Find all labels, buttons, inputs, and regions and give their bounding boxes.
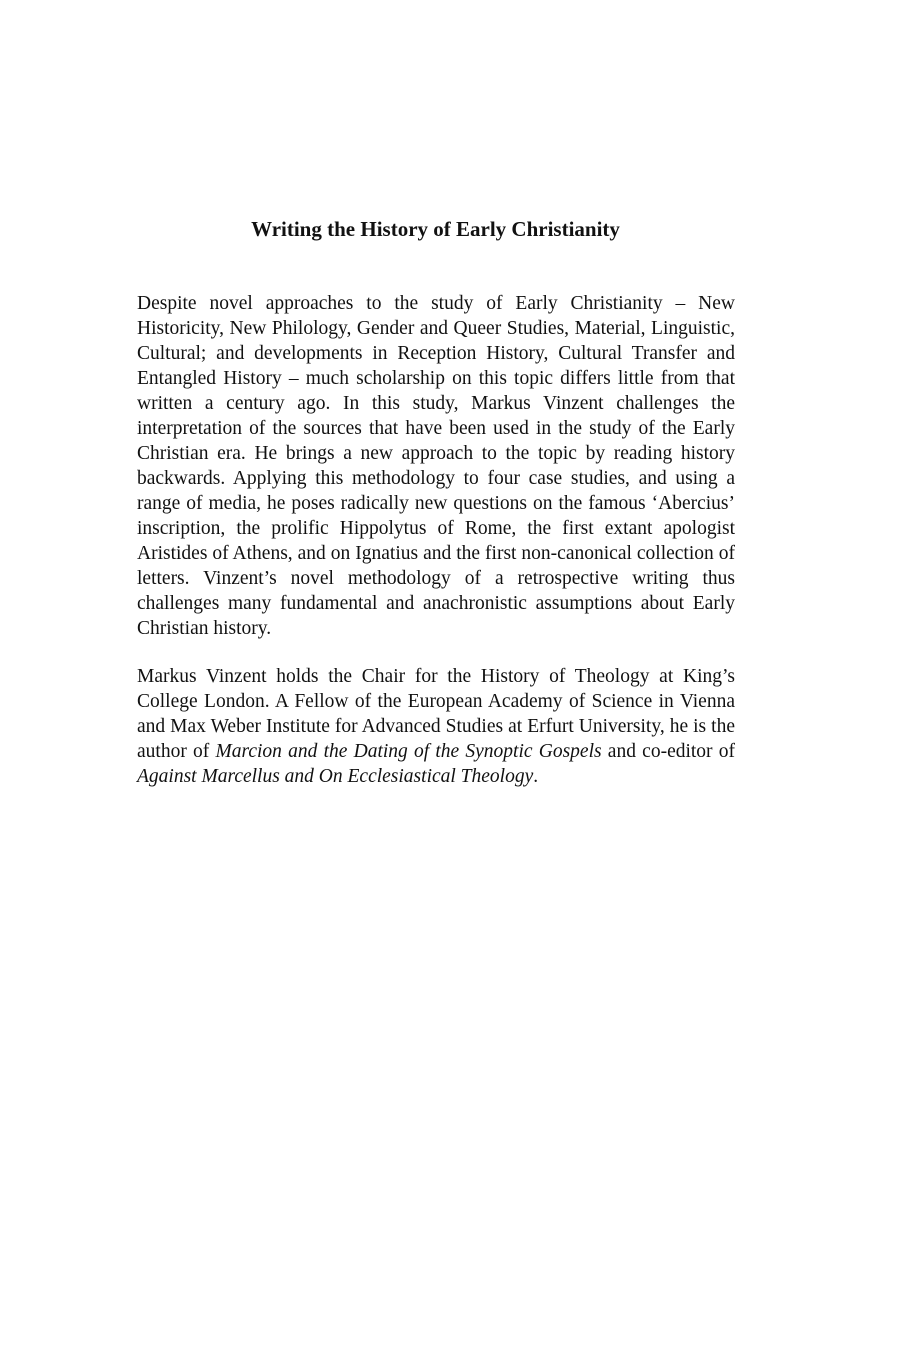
book-title-against-marcellus: Against Marcellus and On Ecclesiastical Theology	[137, 766, 534, 787]
book-description-paragraph: Despite novel approaches to the study of Early Christianity – New Historicity, New Philology, Gender and Queer Studies, Material, Linguistic, Cultural; and developments in Reception History, Cultural Transfer and Entangled History – much scholarship on this topic differs little from that written a century ago. In this study, Markus Vinzent challenges the interpretation of the sources that have been used in the study of the Early Christian era. He brings a new approach to the topic by reading history backwards. Applying this methodology to four case studies, and using a range of media, he poses radically new questions on the famous ‘Abercius’ inscription, the prolific Hippolytus of Rome, the first extant apologist Aristides of Athens, and on Ignatius and the first non-canonical collection of letters. Vinzent’s novel methodology of a retrospective writing thus challenges many fundamental and anachronistic assumptions about Early Christian history.	[137, 293, 735, 639]
author-bio-paragraph	[137, 664, 735, 789]
author-bio-end: .	[533, 766, 539, 787]
book-title-marcion: Marcion and the Dating of the Synoptic Gospels	[215, 741, 602, 762]
author-bio-connector: and co-editor of	[601, 741, 736, 762]
author-bio-text: Markus Vinzent holds the Chair for the History of Theology at King’s College London. A Fellow of the European Academy of Science in Vienna and Max Weber Institute for Advanced Studies at Erfurt University, he is the author of	[137, 666, 735, 762]
page-title: Writing the History of Early Christianity	[251, 217, 620, 241]
